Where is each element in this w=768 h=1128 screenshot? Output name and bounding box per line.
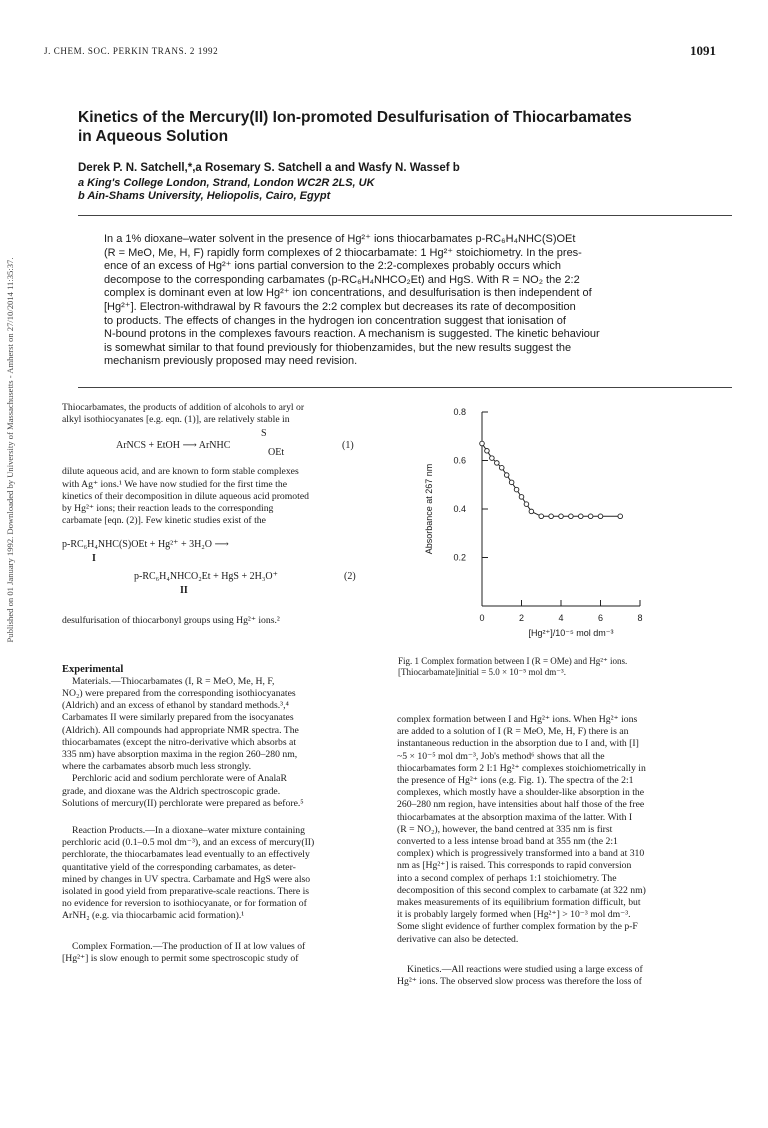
title-line-1: Kinetics of the Mercury(II) Ion-promoted Desulfurisation of Thiocarbamates [78, 109, 632, 126]
data-point [490, 456, 495, 461]
right-line: thiocarbamates form 2 I:1 Hg²⁺ complexes stoichiometrically in [397, 762, 646, 774]
y-tick-label: 0.6 [453, 455, 466, 466]
para-line: with Ag⁺ ions.¹ We have now studied for the first time the [62, 478, 287, 490]
materials-line: where the carbamates absorb much less strongly. [62, 761, 252, 773]
right-line: the presence of Hg²⁺ ions (e.g. Fig. 1). The spectra of the 2:1 [397, 775, 634, 787]
eq1-oet: OEt [268, 447, 285, 459]
materials-line: Carbamates II were similarly prepared from the isocyanates [62, 712, 294, 724]
right-line: makes measurements of its equilibrium formation difficult, but [397, 897, 641, 909]
materials-line: Solutions of mercury(II) perchlorate were prepared as before.⁵ [62, 797, 304, 809]
right-line: into a second complex of perhaps 1:1 stoichiometry. The [397, 872, 617, 884]
complex-line: [Hg²⁺] is slow enough to permit some spectroscopic study of [62, 952, 299, 964]
right-line: nm as [Hg²⁺] is raised. This corresponds to rapid conversion [397, 860, 632, 872]
data-point [504, 473, 509, 478]
right-line: decomposition of this second complex to carbamate (at 322 nm) [397, 884, 646, 896]
abstract-top-rule [78, 215, 732, 216]
products-line: perchloric acid (0.1–0.5 mol dm⁻³), and an excess of mercury(II) [62, 837, 315, 849]
x-tick-label: 6 [597, 613, 604, 623]
affiliation-a: a King's College London, Strand, London WC2R 2LS, UK [78, 177, 375, 189]
data-point [509, 480, 514, 485]
data-point [529, 509, 534, 514]
right-line: 260–280 nm region, have intensities about half those of the free [397, 799, 645, 811]
data-point [598, 514, 603, 519]
eq1-number: (1) [342, 440, 354, 452]
data-point [588, 514, 593, 519]
right-line: complex formation between I and Hg²⁺ ions. When Hg²⁺ ions [397, 714, 638, 725]
kinetics-line: Hg²⁺ ions. The observed slow process was therefore the loss of [397, 976, 642, 988]
abstract-line: [Hg²⁺]. Electron-withdrawal by R favours the 2:2 complex but decreases its rate of decomposition [104, 300, 576, 313]
products-line: no evidence for reversion to isothiocyanate, or for formation of [62, 898, 307, 910]
abstract-line: N-bound protons in the complexes favours reaction. A mechanism is suggested. The kinetic behaviour [104, 328, 600, 341]
abstract-line: ence of an excess of Hg²⁺ ions partial conversion to the 2:2-complexes probably occurs which [104, 260, 562, 273]
abstract-bottom-rule [78, 387, 732, 388]
data-point [524, 502, 529, 507]
right-line: complex) which is progressively transformed into a band at 310 [397, 848, 645, 860]
abstract [104, 233, 719, 369]
right-line: converted to a less intense broad band at 355 nm (the 2:1 [397, 836, 618, 848]
right-line: Some slight evidence of further complex formation by the p-F [397, 921, 638, 933]
materials-line: grade, and dioxane was the Aldrich spectroscopic grade. [62, 785, 281, 797]
data-point [578, 514, 583, 519]
abstract-line: is somewhat similar to that found previously for thiobenzamides, but the new results suggest the [104, 341, 572, 354]
affiliations [78, 177, 728, 202]
materials-line: (Aldrich). All compounds had appropriate NMR spectra. The [62, 724, 299, 736]
y-tick-label: 0.4 [453, 504, 466, 514]
data-point [485, 449, 490, 454]
title-line-2: in Aqueous Solution [78, 128, 229, 145]
abstract-line: complex is dominant even at low Hg²⁺ ion concentrations, and desulfurisation is then independent of [104, 287, 592, 300]
eq1-lhs: ArNCS + EtOH ⟶ ArNHC [116, 440, 231, 452]
y-tick-label: 0.8 [453, 407, 466, 417]
para-line: by Hg²⁺ ions; their reaction leads to the corresponding [62, 503, 274, 515]
right-line: (R = NO₂), however, the band centred at 335 nm is first [397, 823, 613, 835]
products-line: isolated in good yield from preparative-scale reactions. There is [62, 886, 310, 898]
para-line: dilute aqueous acid, and are known to form stable complexes [62, 466, 299, 478]
data-point [499, 465, 504, 470]
page-number: 1091 [690, 43, 716, 58]
article-title [78, 108, 728, 146]
materials-line: (Aldrich) and an excess of ethanol by standard methods.³,⁴ [62, 700, 289, 712]
chart-series [480, 441, 623, 518]
journal-header: J. CHEM. SOC. PERKIN TRANS. 2 1992 [44, 46, 219, 56]
eq2-label-2: II [180, 585, 188, 597]
eq2-label-1: I [92, 553, 96, 565]
figure-caption [398, 656, 720, 678]
eq2-number: (2) [344, 571, 356, 583]
eq2-line-2: p-RC₆H₄NHCO₂Et + HgS + 2H₃O⁺ [134, 571, 278, 583]
data-point [514, 487, 519, 492]
abstract-line: to products. The effects of changes in the hydrogen ion concentration suggest that ionisation of [104, 314, 566, 327]
materials-line: NO₂) were prepared from the corresponding isothiocyanates [62, 688, 296, 700]
data-point [539, 514, 544, 519]
chart-axes [482, 412, 640, 606]
products-line: mined by changes in UV spectra. Carbamate and HgS were also [62, 873, 311, 885]
right-column [397, 714, 719, 988]
eq1-sulfur: S [261, 428, 267, 440]
x-tick-label: 0 [479, 613, 485, 623]
products-line: Reaction Products.—In a dioxane–water mixture containing [72, 825, 305, 837]
x-tick-label: 8 [637, 613, 643, 623]
abstract-line: (R = MeO, Me, H, F) rapidly form complexes of 2 thiocarbamate: 1 Hg²⁺ stoichiometry. In the pres- [104, 246, 582, 259]
eq2-line-1: p-RC₆H₄NHC(S)OEt + Hg²⁺ + 3H₂O ⟶ [62, 539, 229, 551]
right-line: ~5 × 10⁻⁵ mol dm⁻³, Job's method⁶ shows that all the [397, 750, 605, 762]
x-axis-label: [Hg²⁺]/10⁻⁵ mol dm⁻³ [528, 628, 614, 638]
right-line: it is probably largely formed when [Hg²⁺] > 10⁻³ mol dm⁻³. [397, 909, 631, 921]
left-column [62, 402, 380, 965]
right-line: derivative can also be detected. [397, 933, 519, 945]
abstract-line: In a 1% dioxane–water solvent in the presence of Hg²⁺ ions thiocarbamates p-RC₆H₄NHC(S)OEt [104, 233, 576, 245]
y-axis-label: Absorbance at 267 nm [424, 463, 434, 555]
data-point [549, 514, 554, 519]
para-line: kinetics of their decomposition in dilute aqueous acid promoted [62, 490, 309, 502]
para-line: carbamate [eqn. (2)]. Few kinetic studies exist of the [62, 515, 266, 527]
products-line: perchlorate, the thiocarbamates lead eventually to an effectively [62, 849, 310, 861]
y-tick-label: 0.2 [453, 552, 466, 563]
intro-line: alkyl isothiocyanates [e.g. eqn. (1)], are relatively stable in [62, 414, 290, 426]
materials-line: thiocarbamates (except the nitro-derivative which absorbs at [62, 736, 297, 748]
right-line: thiocarbamates at the absorption maxima of the latter. With I [397, 811, 633, 823]
figure-1-chart [400, 400, 730, 640]
abstract-line: mechanism previously proposed may need revision. [104, 355, 358, 368]
materials-line: Materials.—Thiocarbamates (I, R = MeO, Me, H, F, [72, 675, 275, 687]
caption-line: Fig. 1 Complex formation between I (R = OMe) and Hg²⁺ ions. [398, 656, 628, 666]
products-line: quantitative yield of the corresponding carbamates, as deter- [62, 861, 296, 873]
abstract-line: decompose to the corresponding carbamates (p-RC₆H₄NHCO₂Et) and HgS. With R = NO₂ the 2:2 [104, 273, 580, 286]
x-tick-label: 4 [558, 613, 564, 623]
series-line [482, 444, 620, 517]
x-tick-label: 2 [518, 613, 525, 623]
authors: Derek P. N. Satchell,*,a Rosemary S. Satchell a and Wasfy N. Wassef b [78, 162, 460, 174]
right-line: are added to a solution of I (R = MeO, Me, H, F) there is an [397, 726, 629, 738]
equation-1 [62, 426, 380, 466]
right-line: complexes, which mostly have a shoulder-like absorption in the [397, 787, 645, 799]
intro-line: Thiocarbamates, the products of addition of alcohols to aryl or [62, 402, 305, 413]
kinetics-line: Kinetics.—All reactions were studied using a large excess of [407, 963, 643, 975]
right-line: instantaneous reduction in the absorption due to I and, with [I] [397, 738, 639, 750]
data-point [569, 514, 574, 519]
data-point [618, 514, 623, 519]
data-point [559, 514, 564, 519]
equation-2 [62, 527, 380, 615]
materials-line: Perchloric acid and sodium perchlorate were of AnalaR [72, 773, 287, 785]
products-line: ArNH₂ (e.g. via thiocarbamic acid formation).¹ [62, 910, 245, 922]
data-point [495, 461, 500, 466]
affiliation-b: b Ain-Shams University, Heliopolis, Cairo, Egypt [78, 189, 331, 202]
para-line: desulfurisation of thiocarbonyl groups using Hg²⁺ ions.² [62, 615, 280, 627]
caption-line: [Thiocarbamate]initial = 5.0 × 10⁻⁵ mol dm⁻³. [398, 667, 566, 677]
data-point [519, 495, 524, 500]
experimental-heading: Experimental [62, 663, 124, 675]
data-point [480, 441, 485, 446]
materials-line: 335 nm) have absorption maxima in the region 260–280 nm, [62, 749, 298, 761]
complex-line: Complex Formation.—The production of II at low values of [72, 940, 306, 952]
download-note: Published on 01 January 1992. Downloaded by University of Massachusetts - Amherst on 27/10/2014 11:35:37. [5, 257, 15, 643]
